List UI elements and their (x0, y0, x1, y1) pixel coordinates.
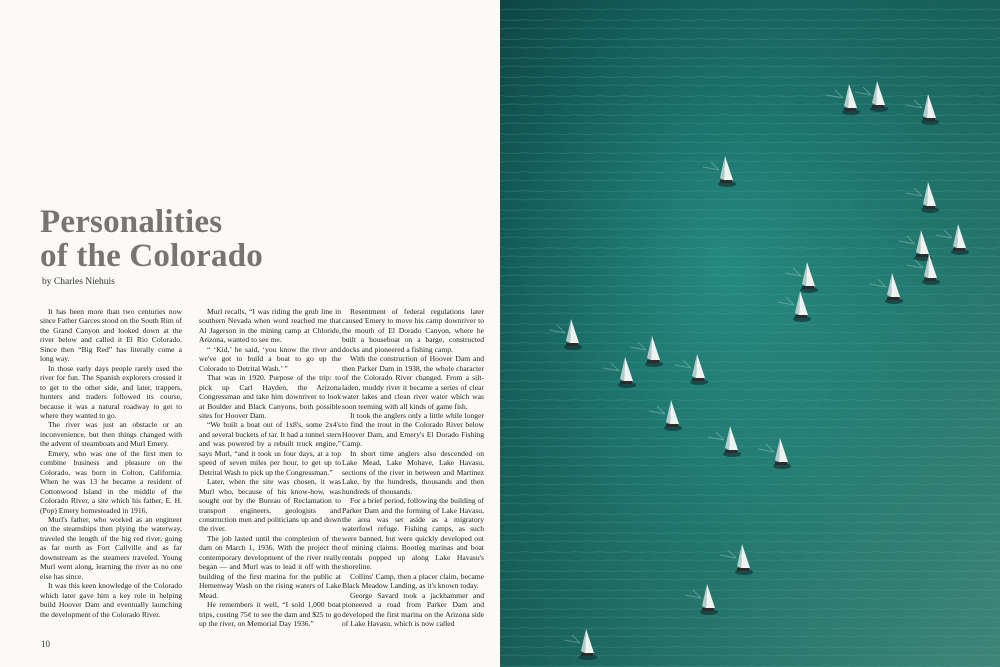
paragraph: “We built a boat out of 1x8's, some 2x4's and several buckets of tar. It had a tunnel stern and was powered by a rebuilt truck engine,” says Murl, “and it took us four days, at a top speed of seven miles per hour, to get up to Detrital Wash to pick up the Congressman.” (199, 420, 341, 477)
paragraph: George Savard took a jackhammer and pioneered a road from Parker Dam and developed the first marina on the Arizona side of Lake Havasu, which is now called (342, 590, 484, 628)
sailboat-regatta-photo (500, 0, 1000, 667)
title-line-2: of the Colorado (40, 238, 263, 274)
paragraph: Resentment of federal regulations later caused Emery to move his camp downriver to the mouth of El Dorado Canyon, where he built a houseboat on a barge, constructed docks and pioneered a fishing camp. (342, 307, 484, 354)
text-column-1 (40, 307, 182, 619)
title-line-1: Personalities (40, 204, 223, 240)
paragraph: In short time anglers also descended on Lake Mead, Lake Mohave, Lake Havasu, sections of the river in between and Martinez Lake, by the hundreds, thousands and then hundreds of thousands. (342, 448, 484, 496)
paragraph: The job lasted until the completion of the dam on March 1, 1936. With the project the contemporary development of the river really began — and Murl was to lead it off with the building of the first marina for the public at Hemenway Wash on the rising waters of Lake Mead. (199, 533, 341, 600)
paragraph: In those early days people rarely used the river for fun. The Spanish explorers crossed it to get to the other side, and later, trappers, hunters and traders followed its course, because it was a natural roadway to get to where they wanted to go. (40, 363, 182, 420)
paragraph: With the construction of Hoover Dam and then Parker Dam in 1938, the whole character of the Colorado River changed. From a silt-laden, muddy river it became a series of clear water lakes and clean river water which was soon teeming with all kinds of game fish. (342, 354, 484, 411)
paragraph: Later, when the site was chosen, it was Murl who, because of his know-how, was sought out by the Bureau of Reclamation to transport engineers, geologists and construction men and politicians up and down the river. (199, 477, 341, 534)
paragraph: He remembers it well, “I sold 1,000 boat trips, costing 75¢ to see the dam and $25 to go up the river, on Memorial Day 1936.” (199, 600, 341, 628)
paragraph: For a brief period, following the building of Parker Dam and the forming of Lake Havasu, the area was set aside as a migratory waterfowl refuge. Fishing camps, as such were banned, but were quickly developed out of mining claims. Bootleg marinas and boat rentals popped up along Lake Havasu's shoreline. (342, 496, 484, 572)
paragraph: It was this keen knowledge of the Colorado which later gave him a key role in helping build Hoover Dam and eventually launching the development of the Colorado River. (40, 581, 182, 619)
paragraph: Murl's father, who worked as an engineer on the steamships then plying the waterway, traveled the length of the big red river, going as far north as Fort Callville and as far downstream as the steamers traveled. Young Murl went along, learning the river as no one else has since. (40, 514, 182, 581)
page-number: 10 (41, 639, 50, 649)
paragraph: Murl recalls, “I was riding the grub line in southern Nevada when word reached me that Al Jagerson in the mining camp at Chloride, Arizona, wanted to see me. (199, 307, 341, 345)
paragraph: Collins' Camp, then a placer claim, became Black Meadow Landing, as it's known today. (342, 571, 484, 591)
text-column-3 (342, 307, 484, 628)
paragraph: “ ‘Kid,’ he said, ‘you know the river and we've got to build a boat to go up the Colorado to Detrital Wash.’ ” (199, 344, 341, 373)
paragraph: Emery, who was one of the first men to combine business and pleasure on the Colorado, was born in Colton, California. When he was 13 he became a resident of Cottonwood Island in the middle of the Colorado River, a site which his father, E. H. (Pop) Emery homesteaded in 1916. (40, 448, 182, 515)
paragraph: It has been more than two centuries now since Father Garces stood on the South Rim of the Grand Canyon and looked down at the river below and called it El Rio Colorado. Since then “Big Red” has literally come a long way. (40, 307, 182, 364)
article-title (40, 205, 263, 273)
paragraph: That was in 1920. Purpose of the trip: to pick up Carl Hayden, the Arizona Congressman and take him downriver to look at Boulder and Black Canyons, both possible sites for Hoover Dam. (199, 373, 341, 420)
byline: by Charles Niehuis (42, 277, 115, 287)
text-column-2 (199, 307, 341, 628)
paragraph: It took the anglers only a little while longer to find the trout in the Colorado River below Hoover Dam, and Emery's El Dorado Fishing Camp. (342, 410, 484, 449)
paragraph: The river was just an obstacle or an inconvenience, but then things changed with the advent of steamboats and Murl Emery. (40, 420, 182, 449)
